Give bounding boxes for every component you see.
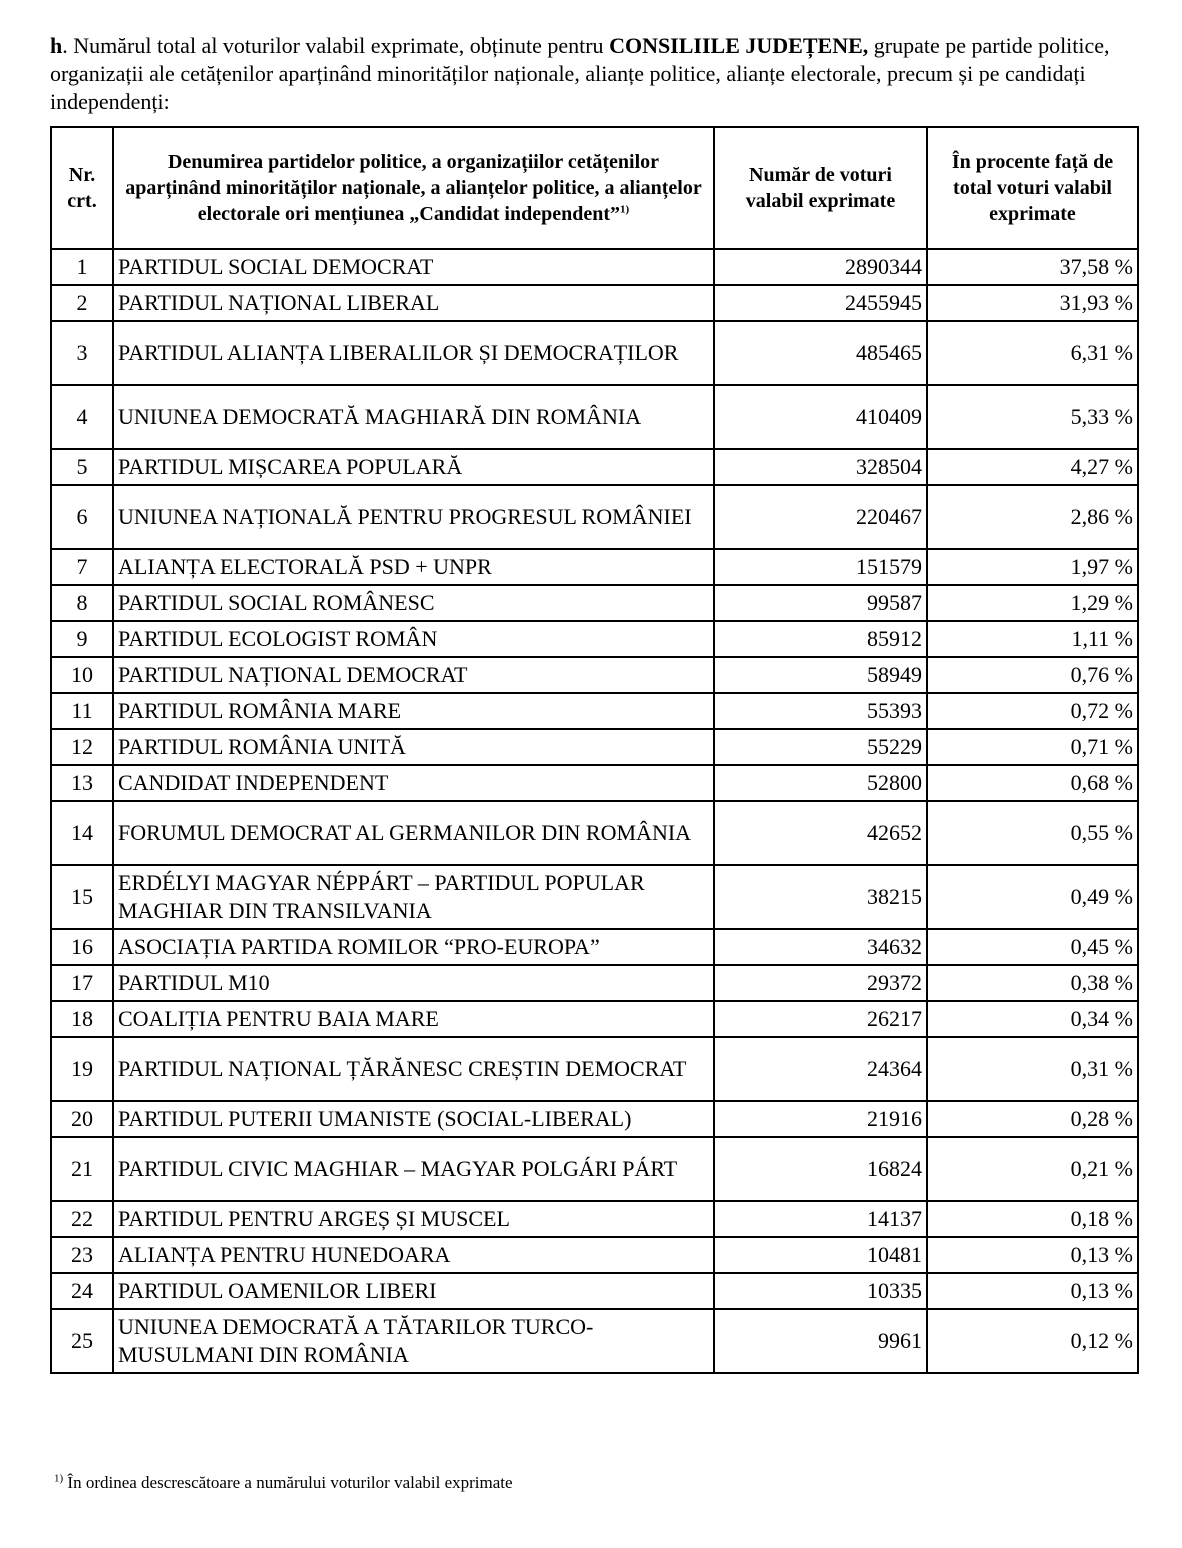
votes-cell: 410409 [714, 385, 927, 449]
table-row [51, 285, 1138, 321]
table-body [51, 249, 1138, 1373]
row-nr-cell: 23 [51, 1237, 113, 1273]
percent-cell: 0,31 % [927, 1037, 1138, 1101]
row-nr-cell: 25 [51, 1309, 113, 1373]
table-row [51, 1101, 1138, 1137]
party-name-cell: PARTIDUL ROMÂNIA UNITĂ [113, 729, 714, 765]
table-row [51, 449, 1138, 485]
percent-cell: 0,28 % [927, 1101, 1138, 1137]
votes-cell: 42652 [714, 801, 927, 865]
votes-cell: 85912 [714, 621, 927, 657]
party-name-cell: PARTIDUL SOCIAL ROMÂNESC [113, 585, 714, 621]
votes-cell: 52800 [714, 765, 927, 801]
votes-cell: 38215 [714, 865, 927, 929]
table-row [51, 801, 1138, 865]
percent-cell: 0,68 % [927, 765, 1138, 801]
table-row [51, 621, 1138, 657]
percent-cell: 0,13 % [927, 1273, 1138, 1309]
votes-cell: 55229 [714, 729, 927, 765]
intro-bold-term: CONSILIILE JUDEȚENE, [609, 33, 869, 58]
percent-cell: 31,93 % [927, 285, 1138, 321]
percent-cell: 0,71 % [927, 729, 1138, 765]
party-name-cell: PARTIDUL ECOLOGIST ROMÂN [113, 621, 714, 657]
party-name-cell: PARTIDUL NAȚIONAL DEMOCRAT [113, 657, 714, 693]
percent-cell: 6,31 % [927, 321, 1138, 385]
percent-cell: 4,27 % [927, 449, 1138, 485]
party-name-cell: PARTIDUL ALIANȚA LIBERALILOR ȘI DEMOCRAȚILOR [113, 321, 714, 385]
party-name-cell: ALIANȚA ELECTORALĂ PSD + UNPR [113, 549, 714, 585]
table-row [51, 729, 1138, 765]
votes-cell: 55393 [714, 693, 927, 729]
table-row [51, 549, 1138, 585]
row-nr-cell: 7 [51, 549, 113, 585]
row-nr-cell: 2 [51, 285, 113, 321]
votes-cell: 99587 [714, 585, 927, 621]
row-nr-cell: 15 [51, 865, 113, 929]
table-row [51, 1037, 1138, 1101]
table-row [51, 1237, 1138, 1273]
percent-cell: 37,58 % [927, 249, 1138, 285]
votes-cell: 21916 [714, 1101, 927, 1137]
party-name-cell: PARTIDUL SOCIAL DEMOCRAT [113, 249, 714, 285]
party-name-cell: PARTIDUL PUTERII UMANISTE (SOCIAL-LIBERAL) [113, 1101, 714, 1137]
party-name-cell: UNIUNEA DEMOCRATĂ MAGHIARĂ DIN ROMÂNIA [113, 385, 714, 449]
row-nr-cell: 4 [51, 385, 113, 449]
votes-cell: 2455945 [714, 285, 927, 321]
row-nr-cell: 19 [51, 1037, 113, 1101]
row-nr-cell: 24 [51, 1273, 113, 1309]
intro-text-before: . Numărul total al voturilor valabil exprimate, obținute pentru [62, 33, 610, 58]
table-row [51, 1001, 1138, 1037]
header-name: Denumirea partidelor politice, a organizațiilor cetățenilor aparținând minorităților naționale, a alianțelor politice, a alianțelor electorale ori mențiunea „Candidat independent”$^{1)}$ [113, 127, 714, 249]
row-nr-cell: 8 [51, 585, 113, 621]
row-nr-cell: 17 [51, 965, 113, 1001]
party-name-cell: PARTIDUL M10 [113, 965, 714, 1001]
table-row [51, 385, 1138, 449]
footnote [54, 1472, 513, 1494]
intro-letter: h [50, 33, 63, 58]
row-nr-cell: 20 [51, 1101, 113, 1137]
row-nr-cell: 6 [51, 485, 113, 549]
party-name-cell: PARTIDUL ROMÂNIA MARE [113, 693, 714, 729]
row-nr-cell: 9 [51, 621, 113, 657]
footnote-marker: 1) [54, 1472, 64, 1485]
party-name-cell: PARTIDUL OAMENILOR LIBERI [113, 1273, 714, 1309]
party-name-cell: UNIUNEA DEMOCRATĂ A TĂTARILOR TURCO-MUSULMANI DIN ROMÂNIA [113, 1309, 714, 1373]
percent-cell: 0,12 % [927, 1309, 1138, 1373]
table-row [51, 693, 1138, 729]
row-nr-cell: 11 [51, 693, 113, 729]
results-table [50, 126, 1139, 1374]
table-row [51, 1201, 1138, 1237]
row-nr-cell: 18 [51, 1001, 113, 1037]
votes-cell: 14137 [714, 1201, 927, 1237]
votes-cell: 10335 [714, 1273, 927, 1309]
votes-cell: 485465 [714, 321, 927, 385]
party-name-cell: ERDÉLYI MAGYAR NÉPPÁRT – PARTIDUL POPULAR MAGHIAR DIN TRANSILVANIA [113, 865, 714, 929]
row-nr-cell: 21 [51, 1137, 113, 1201]
header-footnote-marker: 1) [620, 203, 630, 216]
votes-cell: 24364 [714, 1037, 927, 1101]
table-row [51, 929, 1138, 965]
percent-cell: 1,29 % [927, 585, 1138, 621]
table-row [51, 585, 1138, 621]
header-nr: Nr. crt. [51, 127, 113, 249]
table-row [51, 1309, 1138, 1373]
percent-cell: 0,21 % [927, 1137, 1138, 1201]
percent-cell: 0,34 % [927, 1001, 1138, 1037]
percent-cell: 0,72 % [927, 693, 1138, 729]
party-name-cell: PARTIDUL MIȘCAREA POPULARĂ [113, 449, 714, 485]
percent-cell: 1,11 % [927, 621, 1138, 657]
intro-paragraph [50, 32, 1140, 116]
party-name-cell: PARTIDUL PENTRU ARGEȘ ȘI MUSCEL [113, 1201, 714, 1237]
row-nr-cell: 12 [51, 729, 113, 765]
row-nr-cell: 14 [51, 801, 113, 865]
table-row [51, 657, 1138, 693]
row-nr-cell: 3 [51, 321, 113, 385]
table-row [51, 965, 1138, 1001]
percent-cell: 0,49 % [927, 865, 1138, 929]
party-name-cell: ASOCIAȚIA PARTIDA ROMILOR “PRO-EUROPA” [113, 929, 714, 965]
percent-cell: 0,18 % [927, 1201, 1138, 1237]
party-name-cell: PARTIDUL NAȚIONAL ȚĂRĂNESC CREȘTIN DEMOCRAT [113, 1037, 714, 1101]
row-nr-cell: 10 [51, 657, 113, 693]
party-name-cell: COALIȚIA PENTRU BAIA MARE [113, 1001, 714, 1037]
table-row [51, 321, 1138, 385]
percent-cell: 2,86 % [927, 485, 1138, 549]
table-row [51, 249, 1138, 285]
votes-cell: 9961 [714, 1309, 927, 1373]
row-nr-cell: 5 [51, 449, 113, 485]
votes-cell: 220467 [714, 485, 927, 549]
party-name-cell: CANDIDAT INDEPENDENT [113, 765, 714, 801]
row-nr-cell: 1 [51, 249, 113, 285]
table-row [51, 865, 1138, 929]
table-row [51, 485, 1138, 549]
header-votes: Număr de voturi valabil exprimate [714, 127, 927, 249]
percent-cell: 0,45 % [927, 929, 1138, 965]
percent-cell: 0,38 % [927, 965, 1138, 1001]
header-pct: În procente față de total voturi valabil exprimate [927, 127, 1138, 249]
party-name-cell: ALIANȚA PENTRU HUNEDOARA [113, 1237, 714, 1273]
votes-cell: 58949 [714, 657, 927, 693]
votes-cell: 328504 [714, 449, 927, 485]
percent-cell: 0,13 % [927, 1237, 1138, 1273]
percent-cell: 1,97 % [927, 549, 1138, 585]
percent-cell: 0,76 % [927, 657, 1138, 693]
percent-cell: 0,55 % [927, 801, 1138, 865]
row-nr-cell: 13 [51, 765, 113, 801]
votes-cell: 16824 [714, 1137, 927, 1201]
row-nr-cell: 16 [51, 929, 113, 965]
row-nr-cell: 22 [51, 1201, 113, 1237]
party-name-cell: PARTIDUL NAȚIONAL LIBERAL [113, 285, 714, 321]
party-name-cell: PARTIDUL CIVIC MAGHIAR – MAGYAR POLGÁRI PÁRT [113, 1137, 714, 1201]
votes-cell: 10481 [714, 1237, 927, 1273]
votes-cell: 34632 [714, 929, 927, 965]
party-name-cell: FORUMUL DEMOCRAT AL GERMANILOR DIN ROMÂNIA [113, 801, 714, 865]
table-row [51, 765, 1138, 801]
votes-cell: 2890344 [714, 249, 927, 285]
table-header-row [51, 127, 1138, 249]
votes-cell: 151579 [714, 549, 927, 585]
table-row [51, 1137, 1138, 1201]
party-name-cell: UNIUNEA NAȚIONALĂ PENTRU PROGRESUL ROMÂNIEI [113, 485, 714, 549]
votes-cell: 26217 [714, 1001, 927, 1037]
table-row [51, 1273, 1138, 1309]
votes-cell: 29372 [714, 965, 927, 1001]
footnote-text: În ordinea descrescătoare a numărului voturilor valabil exprimate [67, 1473, 513, 1492]
intro-text-after: grupate pe partide politice, organizații ale cetățenilor aparținând minorităților naționale, alianțe politice, alianțe electorale, precum și pe candidați independenți: [50, 33, 1110, 114]
percent-cell: 5,33 % [927, 385, 1138, 449]
